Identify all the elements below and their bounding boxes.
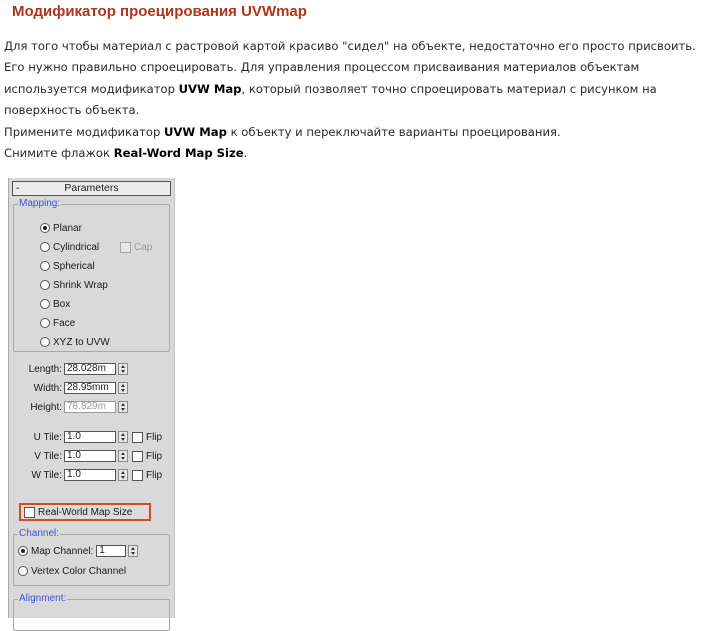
w-tile-row [17,468,162,482]
map-channel-input[interactable]: 1 [96,545,126,557]
length-label: Length: [28,363,62,375]
height-spinner-icon [118,401,128,413]
vertex-color-channel-option[interactable] [18,563,126,579]
mapping-option-label: Spherical [53,260,95,272]
rollout-collapse-icon[interactable]: - [16,182,20,194]
mapping-option-label: Face [53,317,76,329]
checkbox-icon[interactable] [24,507,35,518]
u-flip-label: Flip [146,431,163,443]
length-input[interactable]: 28.028m [64,363,116,375]
mapping-group-label: Mapping: [19,198,61,209]
w-tile-label: W Tile: [31,469,62,481]
map-channel-spinner-icon[interactable] [128,545,138,557]
radio-icon[interactable] [40,261,50,271]
alignment-group-label: Alignment: [19,593,67,604]
width-input[interactable]: 28.95mm [64,382,116,394]
radio-icon[interactable] [40,318,50,328]
vertex-color-channel-label: Vertex Color Channel [31,565,127,577]
radio-icon[interactable] [40,280,50,290]
u-tile-input[interactable]: 1.0 [64,431,116,443]
radio-icon[interactable] [40,337,50,347]
cap-checkbox [120,239,152,255]
mapping-option-label: Cylindrical [53,241,100,253]
page-title: Модификатор проецирования UVWmap [12,3,307,20]
height-input: 78.829m [64,401,116,413]
mapping-option-label: Shrink Wrap [53,279,108,291]
real-world-map-size-checkbox[interactable] [19,503,151,521]
length-spinner-icon[interactable] [118,363,128,375]
paragraph-3-bold: Real-Word Map Size [113,146,244,161]
channel-group-label: Channel: [19,528,60,539]
paragraph-1-text: Для того чтобы материал с растровой картой красиво "сидел" на объекте, недостаточно его просто присвоить. Его нужно правильно спроецировать. Для управления процессом присваивания материалов объектам используется модификатор [4,39,696,96]
cap-label: Cap [134,241,153,253]
radio-selected-icon[interactable] [18,546,28,556]
mapping-option-label: Box [53,298,71,310]
radio-icon[interactable] [40,299,50,309]
real-world-map-size-label: Real-World Map Size [38,506,133,518]
w-flip-checkbox[interactable] [132,470,143,481]
article-body [4,36,716,164]
paragraph-1-bold: UVW Map [178,81,242,96]
radio-icon[interactable] [40,242,50,252]
paragraph-2-text-end: к объекту и переключайте варианты проецирования. [226,124,561,139]
mapping-option-xyz-to-uvw[interactable] [40,334,110,350]
u-tile-spinner-icon[interactable] [118,431,128,443]
rollout-title: Parameters [64,182,119,194]
paragraph-1-text-end: , который позволяет точно спроецировать материал с рисунком на поверхность объекта. [4,81,657,118]
v-tile-spinner-icon[interactable] [118,450,128,462]
radio-icon[interactable] [18,566,28,576]
checkbox-icon [120,242,131,253]
mapping-option-shrink-wrap[interactable] [40,277,108,293]
v-tile-row [17,449,162,463]
w-tile-spinner-icon[interactable] [118,469,128,481]
v-tile-label: V Tile: [34,450,62,462]
paragraph-2-bold: UVW Map [164,124,227,139]
map-channel-option[interactable] [18,543,138,559]
parameters-rollout-header[interactable] [12,181,171,196]
u-tile-label: U Tile: [33,431,62,443]
width-label: Width: [33,382,62,394]
paragraph-3 [4,143,716,164]
w-tile-input[interactable]: 1.0 [64,469,116,481]
mapping-option-spherical[interactable] [40,258,95,274]
w-flip-label: Flip [146,469,163,481]
channel-group [13,528,170,586]
mapping-option-cylindrical[interactable] [40,239,99,255]
height-row [17,400,128,414]
height-label: Height: [30,401,62,413]
mapping-option-label: Planar [53,222,82,234]
paragraph-3-text-end: . [243,146,248,161]
map-channel-label: Map Channel: [31,545,94,557]
v-flip-label: Flip [146,450,163,462]
mapping-group [13,198,170,352]
length-row [17,362,128,376]
radio-selected-icon[interactable] [40,223,50,233]
u-flip-checkbox[interactable] [132,432,143,443]
paragraph-2-text: Примените модификатор [4,124,165,139]
v-tile-input[interactable]: 1.0 [64,450,116,462]
width-row [17,381,128,395]
mapping-option-planar[interactable] [40,220,82,236]
mapping-option-box[interactable] [40,296,70,312]
paragraph-3-text: Снимите флажок [4,146,114,161]
paragraph-1 [4,36,716,122]
u-tile-row [17,430,162,444]
alignment-group [13,593,170,631]
v-flip-checkbox[interactable] [132,451,143,462]
width-spinner-icon[interactable] [118,382,128,394]
paragraph-2 [4,122,716,143]
uvw-map-parameters-panel [8,178,175,618]
mapping-option-face[interactable] [40,315,75,331]
mapping-option-label: XYZ to UVW [53,336,110,348]
